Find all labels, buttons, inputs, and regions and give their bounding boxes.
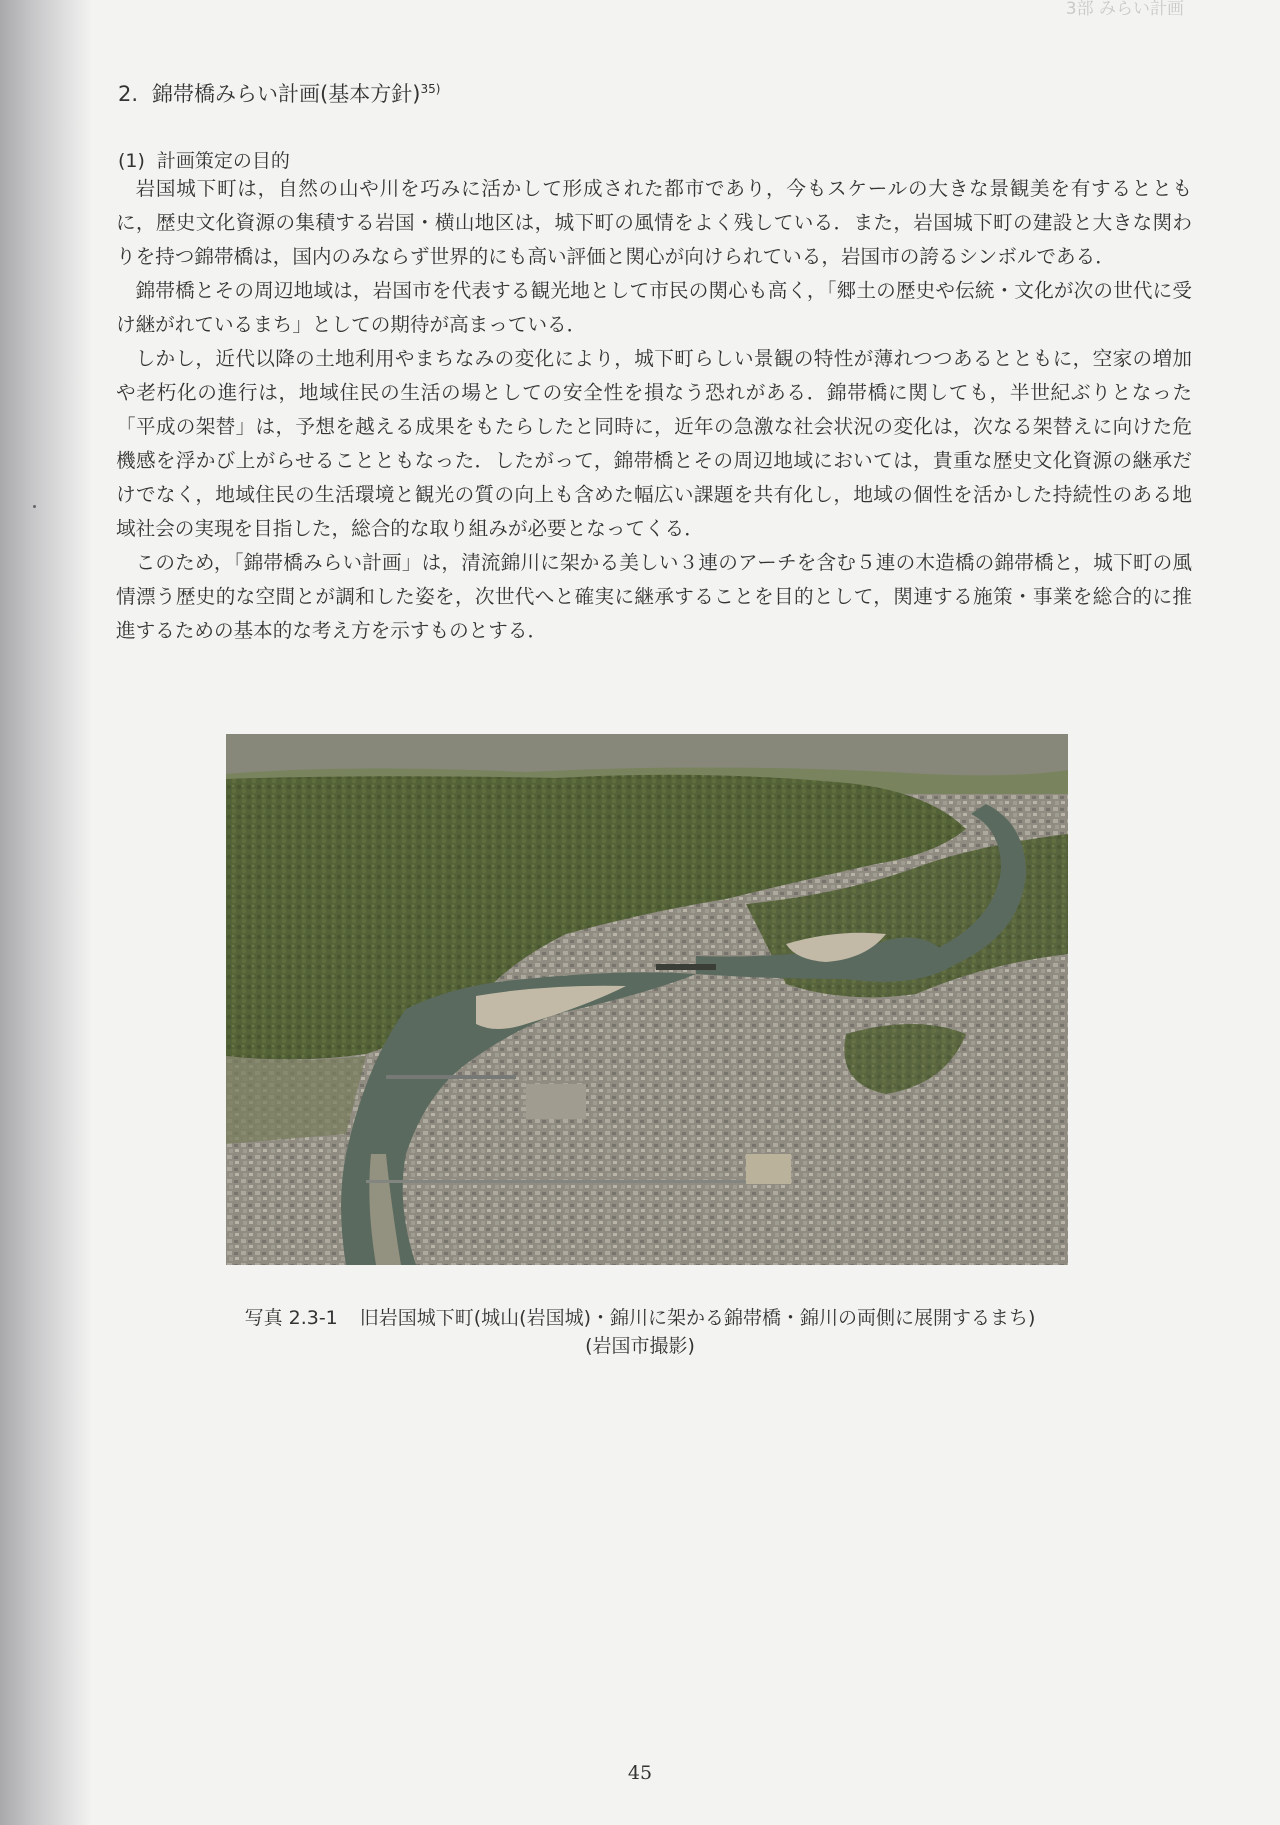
figure-caption <box>140 1304 1140 1360</box>
body-text <box>116 172 1192 648</box>
scan-speck <box>33 505 36 508</box>
running-head: 3部 みらい計画 <box>1065 0 1184 19</box>
subsection-heading <box>118 146 290 173</box>
section-heading <box>118 78 440 108</box>
figure-credit: (岩国市撮影) <box>585 1335 695 1357</box>
binding-shadow <box>0 0 92 1825</box>
figure-label: 写真 2.3-1 <box>244 1307 338 1329</box>
figure-caption-text: 旧岩国城下町(城山(岩国城)・錦川に架かる錦帯橋・錦川の両側に展開するまち) <box>359 1307 1036 1329</box>
section-title: 錦帯橋みらい計画(基本方針) <box>152 82 421 106</box>
section-number: 2. <box>118 82 139 106</box>
aerial-photo <box>226 734 1068 1265</box>
paragraph-2: 錦帯橋とその周辺地域は，岩国市を代表する観光地として市民の関心も高く，「郷土の歴史や伝統・文化が次の世代に受け継がれているまち」としての期待が高まっている． <box>116 279 1192 336</box>
subsection-title: 計画策定の目的 <box>156 150 290 172</box>
subsection-number: (1) <box>118 150 145 172</box>
section-reference: 35) <box>420 82 441 96</box>
page-number: 45 <box>627 1762 653 1784</box>
paragraph-3: しかし，近代以降の土地利用やまちなみの変化により，城下町らしい景観の特性が薄れつつあるとともに，空家の増加や老朽化の進行は，地域住民の生活の場としての安全性を損なう恐れがある．錦帯橋に関しても，半世紀ぶりとなった「平成の架替」は，予想を越える成果をもたらしたと同時に，近年の急激な社会状況の変化は，次なる架替えに向けた危機感を浮かび上がらせることともなった．したがって，錦帯橋とその周辺地域においては，貴重な歴史文化資源の継承だけでなく，地域住民の生活環境と観光の質の向上も含めた幅広い課題を共有化し，地域の個性を活かした持続性のある地域社会の実現を目指した，総合的な取り組みが必要となってくる． <box>116 347 1192 540</box>
paragraph-4: このため，「錦帯橋みらい計画」は，清流錦川に架かる美しい３連のアーチを含む５連の木造橋の錦帯橋と，城下町の風情漂う歴史的な空間とが調和した姿を，次世代へと確実に継承することを目的として，関連する施策・事業を総合的に推進するための基本的な考え方を示すものとする． <box>116 551 1192 642</box>
paragraph-1: 岩国城下町は，自然の山や川を巧みに活かして形成された都市であり，今もスケールの大きな景観美を有するとともに，歴史文化資源の集積する岩国・横山地区は，城下町の風情をよく残している．また，岩国城下町の建設と大きな関わりを持つ錦帯橋は，国内のみならず世界的にも高い評価と関心が向けられている，岩国市の誇るシンボルである． <box>116 177 1192 268</box>
